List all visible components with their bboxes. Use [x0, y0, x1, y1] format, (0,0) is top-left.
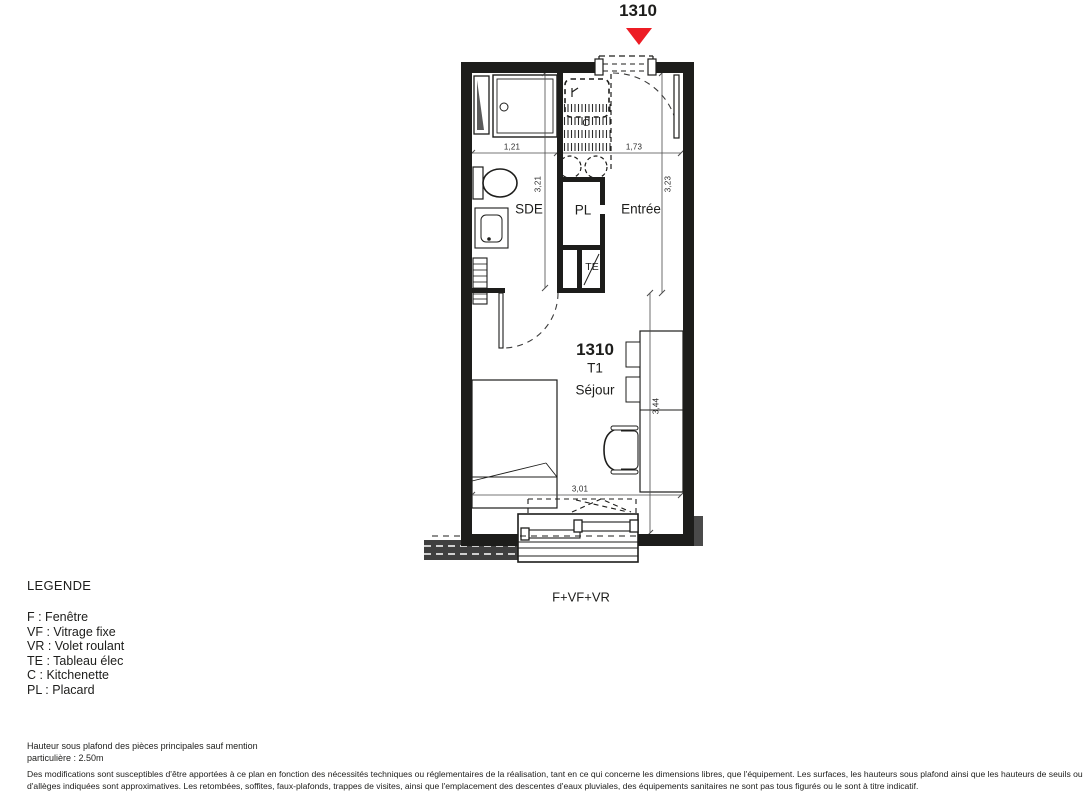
unit-marker-label: 1310: [619, 1, 657, 20]
te-closet-wall: [600, 250, 605, 293]
towel-radiator: [473, 258, 487, 304]
chair: [604, 426, 638, 474]
disclaimer-line1: Des modifications sont susceptibles d'être apportées à ce plan en fonction des nécessités techniques ou réglementaires de la réalisation, tant en ce qui concerne les dimensions libres, que l'équipement. Les surfaces, les hauteurs sous plafond ainsi que les hauteurs de seuils ou: [27, 769, 1083, 779]
sde-door-swing: [503, 293, 558, 348]
legend-item-te: TE : Tableau élec: [27, 653, 124, 668]
duct-shaft: [474, 76, 489, 134]
legend-item-f: F : Fenêtre: [27, 610, 89, 624]
window-pane: [524, 530, 580, 538]
ceiling-height-note-line2: particulière : 2.50m: [27, 753, 104, 764]
legend-title: LEGENDE: [27, 578, 92, 593]
ceiling-height-note-line1: Hauteur sous plafond des pièces principales sauf mention: [27, 741, 258, 751]
disclaimer-line2: d'allèges indiquées sont approximatives. Les retombées, soffites, faux-plafonds, trappes de visites, ainsi que l'emplacement des descentes d'eaux pluviales, des équipements sanitaires ne sont pas tous figurés ou le sont à titre indicatif.: [27, 781, 919, 792]
room-label-sde: SDE: [515, 201, 543, 217]
legend-item-vr: VR : Volet roulant: [27, 639, 125, 654]
legend: [27, 578, 124, 698]
entrance-door-leaf: [674, 75, 679, 138]
washbasin: [475, 208, 508, 248]
dim-sde-width: 1,21: [503, 142, 521, 152]
kitchenette-label: C: [582, 117, 590, 129]
ceiling-height-note: [27, 740, 258, 764]
shower: [493, 75, 557, 137]
bed: [472, 380, 557, 508]
legend-item-pl: PL : Placard: [27, 682, 95, 697]
room-label-entree: Entrée: [621, 201, 661, 217]
dim-entree-width: 1,73: [625, 142, 643, 152]
toilet: [473, 167, 517, 199]
window-type-label: F+VF+VR: [552, 589, 610, 605]
dim-entree-depth: 3,23: [663, 175, 673, 193]
plan-unit-number: 1310: [576, 340, 614, 359]
entrance-door-swing: [613, 73, 678, 138]
disclaimer: [27, 768, 1083, 793]
legend-item-vf: VF : Vitrage fixe: [27, 624, 116, 639]
plan-unit-type: T1: [587, 360, 603, 376]
bathroom-fixtures: [473, 75, 557, 304]
cooktop-burner: [585, 156, 607, 178]
room-label-sejour: Séjour: [575, 382, 615, 398]
dim-sejour-width: 3,01: [571, 484, 589, 494]
te-label: TE: [585, 261, 599, 273]
sde-door-leaf: [499, 293, 503, 348]
window-pane: [578, 522, 634, 531]
te-closet-wall: [577, 250, 582, 293]
room-label-pl: PL: [574, 202, 592, 218]
dim-sejour-depth: 3,44: [651, 397, 661, 415]
dim-sde-depth: 3,21: [533, 175, 543, 193]
legend-item-c: C : Kitchenette: [27, 668, 109, 683]
shelf: [626, 377, 640, 402]
shelf: [626, 342, 640, 367]
